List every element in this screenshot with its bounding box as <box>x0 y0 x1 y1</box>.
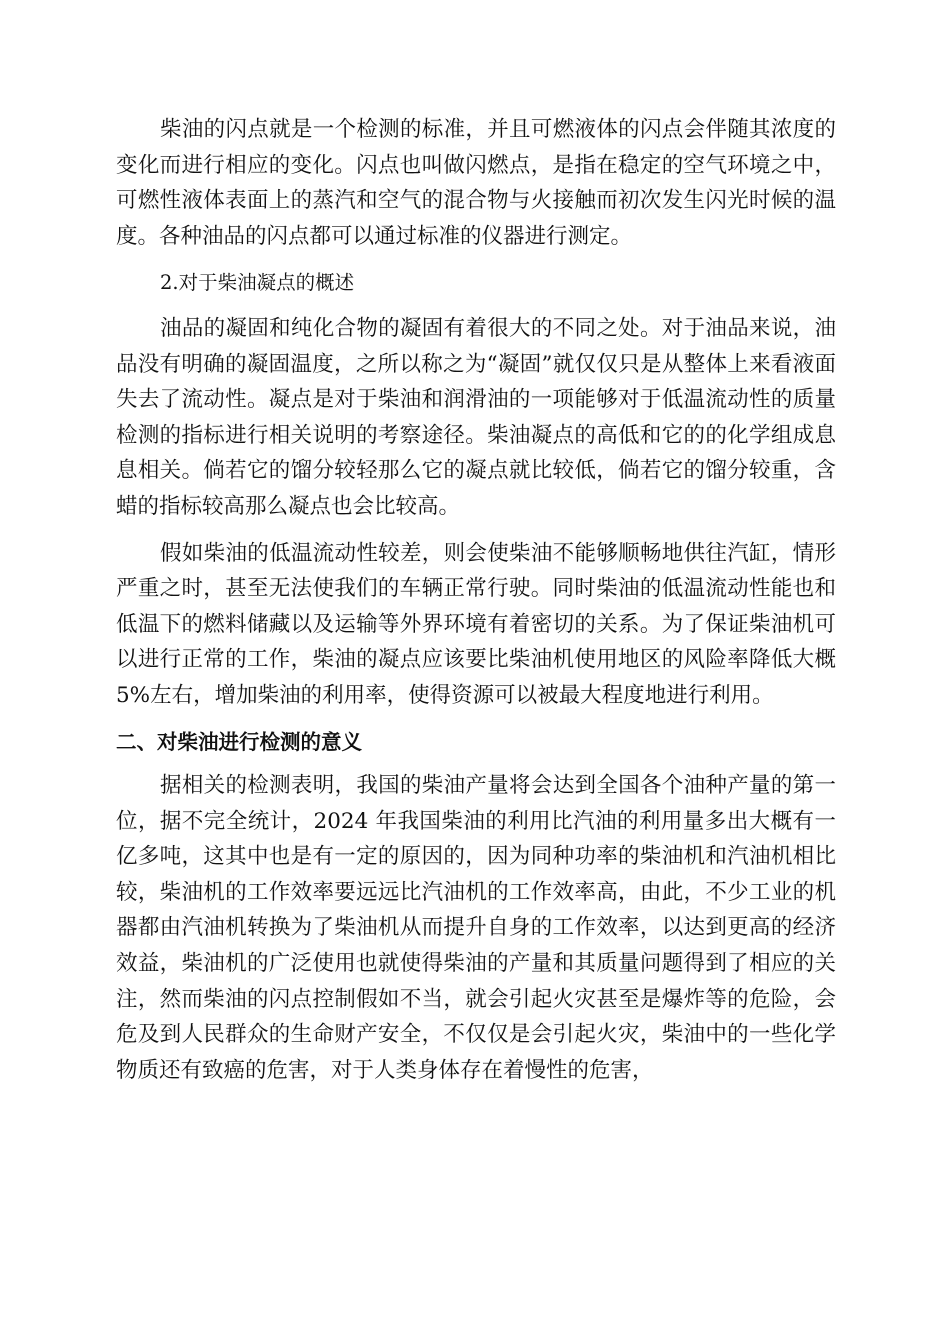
paragraph-pour-point-definition: 油品的凝固和纯化合物的凝固有着很大的不同之处。对于油品来说，油品没有明确的凝固温度，之所以称之为“凝固”就仅仅只是从整体上来看液面失去了流动性。凝点是对于柴油和润滑油的一项能够对于低温流动性的质量检测的指标进行相关说明的考察途径。柴油凝点的高低和它的的化学组成息息相关。倘若它的馏分较轻那么它的凝点就比较低，倘若它的馏分较重，含蜡的指标较高那么凝点也会比较高。 <box>116 315 836 519</box>
subheading-pour-point: 2.对于柴油凝点的概述 <box>160 271 355 295</box>
section-heading-significance: 二、对柴油进行检测的意义 <box>116 729 362 754</box>
paragraph-diesel-production: 据相关的检测表明，我国的柴油产量将会达到全国各个油种产量的第一位，据不完全统计，2024 年我国柴油的利用比汽油的利用量多出大概有一亿多吨，这其中也是有一定的原因的，因为同种功率的柴油机和汽油机相比较，柴油机的工作效率要远远比汽油机的工作效率高，由此，不少工业的机器都由汽油机转换为了柴油机从而提升自身的工作效率，以达到更高的经济效益，柴油机的广泛使用也就使得柴油的产量和其质量问题得到了相应的关注，然而柴油的闪点控制假如不当，就会引起火灾甚至是爆炸等的危险，会危及到人民群众的生命财产安全，不仅仅是会引起火灾，柴油中的一些化学物质还有致癌的危害，对于人类身体存在着慢性的危害， <box>116 773 836 1083</box>
paragraph-flash-point: 柴油的闪点就是一个检测的标准，并且可燃液体的闪点会伴随其浓度的变化而进行相应的变化。闪点也叫做闪燃点，是指在稳定的空气环境之中，可燃性液体表面上的蒸汽和空气的混合物与火接触而初次发生闪光时候的温度。各种油品的闪点都可以通过标准的仪器进行测定。 <box>116 117 836 249</box>
document-body <box>116 112 836 1099</box>
paragraph-low-temperature-fluidity: 假如柴油的低温流动性较差，则会使柴油不能够顺畅地供往汽缸，情形严重之时，甚至无法使我们的车辆正常行驶。同时柴油的低温流动性能也和低温下的燃料储藏以及运输等外界环境有着密切的关系。为了保证柴油机可以进行正常的工作，柴油的凝点应该要比柴油机使用地区的风险率降低大概 5%左右，增加柴油的利用率，使得资源可以被最大程度地进行利用。 <box>116 540 836 708</box>
